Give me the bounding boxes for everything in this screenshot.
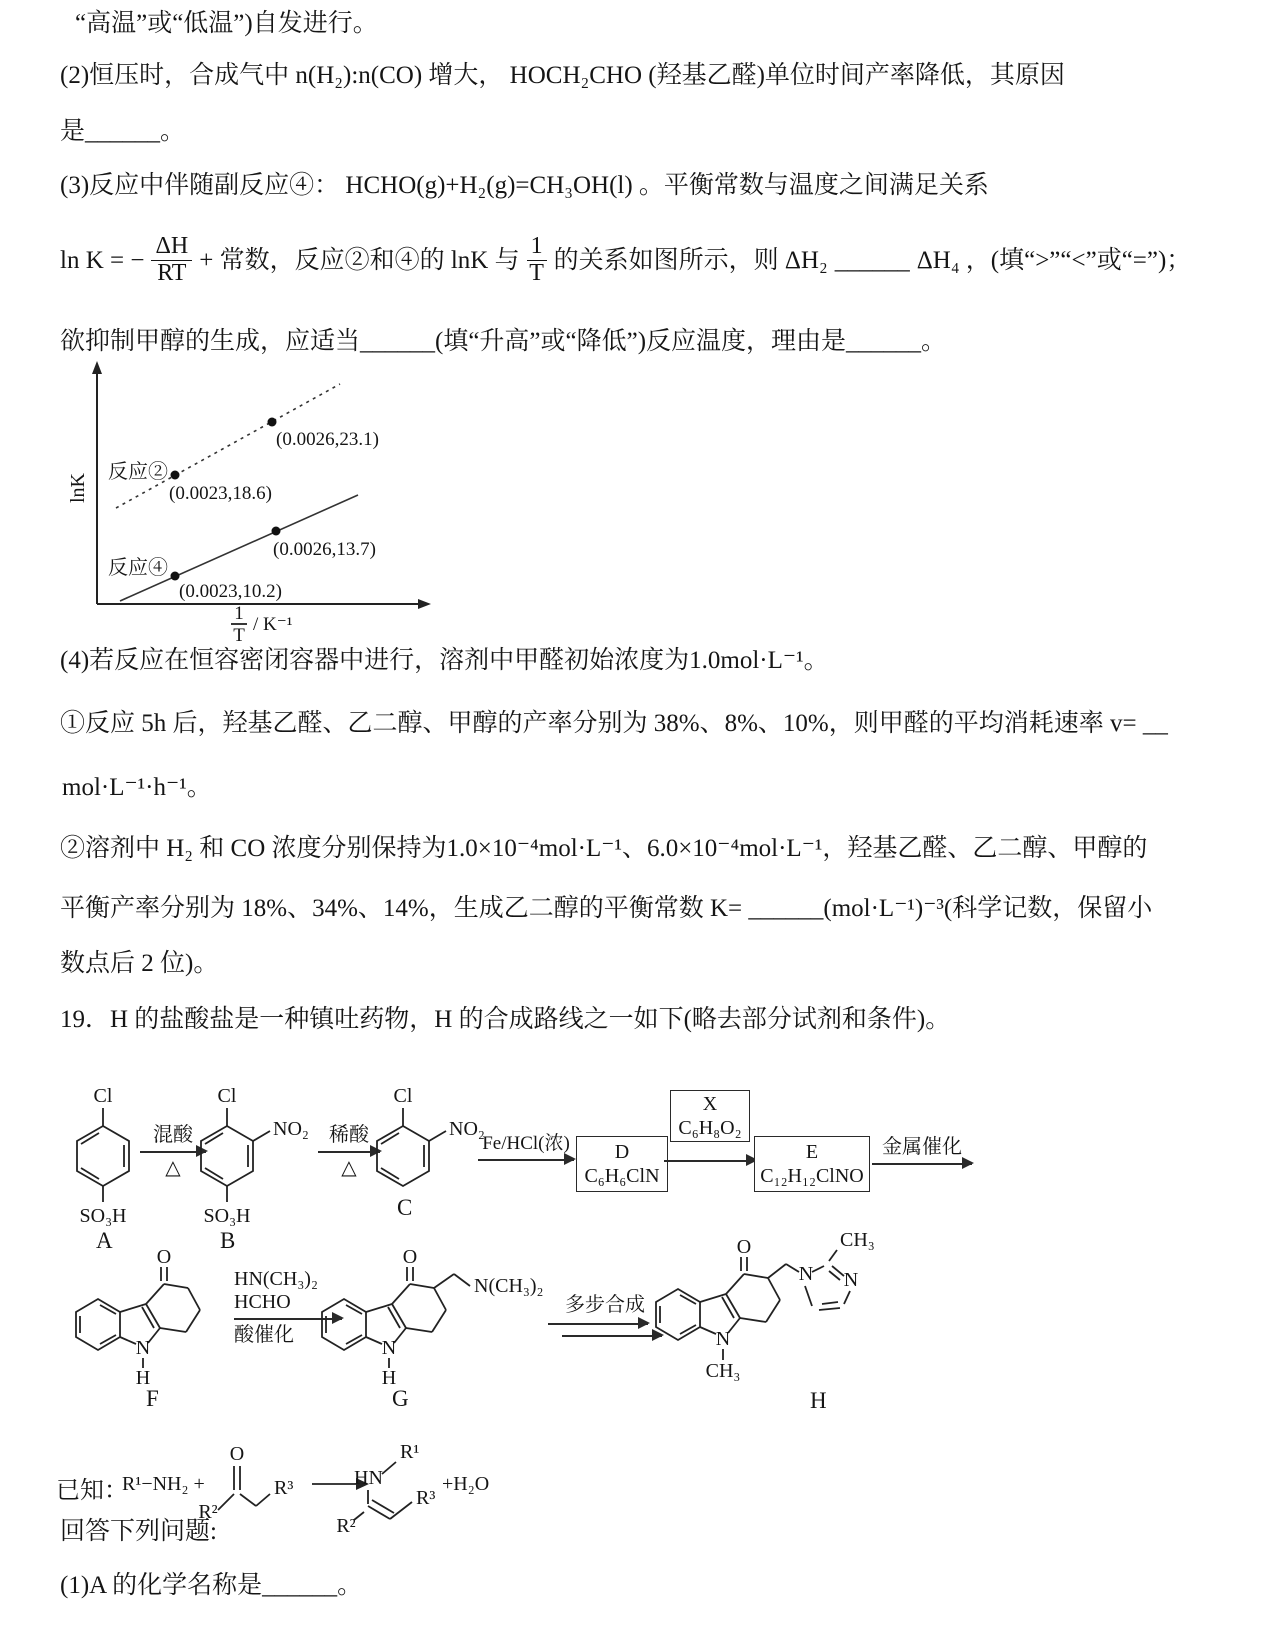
q4-text-b: 。 [803,647,829,674]
structure-H [648,1230,898,1415]
product-r2: R² [336,1515,356,1537]
product-r1: R¹ [400,1441,420,1463]
imidazole-n1: N [798,1263,814,1285]
para-q4 [60,645,829,676]
chlorine-label: Cl [217,1085,237,1107]
point-label: (0.0026,23.1) [276,429,379,450]
arrow-shaft [548,1323,648,1325]
arrow-reagent: 金属催化 [882,1136,962,1158]
para-q2-blank: 是______。 [60,118,186,145]
fraction-numerator: ΔH [151,234,192,261]
q4-1-text-b: ，则甲醛的平均消耗速率 v= __ [828,710,1168,737]
reaction-arrow-3 [478,1133,574,1165]
chlorine-label: Cl [393,1085,413,1107]
product-r3: R³ [416,1487,436,1509]
q4-2b-text-a: 平衡产率分别为 18%、34%、14%，生成乙二醇的平衡常数 K= ______ [60,895,824,922]
arrow-condition: △ [341,1157,357,1179]
nitro-group: NO₂ [449,1118,485,1140]
para-q3-temp: 欲抑制甲醇的生成，应适当______(填“升高”或“降低”)反应温度，理由是______。 [60,328,947,355]
eq-lnk-lhs: ln K = − [60,246,145,274]
water-byproduct: +H₂O [442,1473,490,1495]
q4-1-text-a: ①反应 5h 后，羟基乙醛、乙二醇、甲醇的产率分别为 [60,710,654,737]
nitro-group: NO₂ [273,1118,309,1140]
q4-1-percentages: 38%、8%、10% [653,710,829,737]
para-question-1: (1)A 的化学名称是______。 [60,1572,363,1599]
compound-letter: B [220,1228,236,1253]
series-4-label: 反应④ [108,557,168,579]
box-formula: C₆H₆ClN [584,1165,660,1187]
q4-2b-text-b: (科学记数，保留小 [943,895,1153,922]
point-label: (0.0023,18.6) [169,483,272,504]
compound-letter: F [146,1386,159,1411]
compound-letter: C [397,1195,413,1220]
compound-box-E [754,1136,870,1192]
ketone-oxygen: O [156,1246,172,1268]
q3-text-a: (3)反应中伴随副反应④： [60,172,346,199]
fraction-numerator: 1 [527,234,547,261]
eq-tail-text: 的关系如图所示，则 ΔH₂ [553,246,828,274]
compound-letter: H [810,1388,827,1413]
arrow-shaft [872,1163,972,1165]
arrow-shaft [664,1160,756,1162]
arrow-reagent-hcho: HCHO [234,1291,291,1313]
nh-hydrogen: H [381,1367,397,1389]
answer-blank: ______ [834,246,910,274]
para-q4-2c: 数点后 2 位)。 [60,950,219,977]
structure-C [348,1082,498,1252]
para-q4-2b [60,893,1152,924]
structure-B [172,1082,337,1252]
structure-G [312,1246,547,1411]
lnk-vs-1overT-graph [67,358,442,648]
sulfonic-group: SO₃H [203,1205,251,1227]
q4-concentration: 1.0mol·L⁻¹ [689,647,804,674]
box-letter: D [614,1141,630,1163]
q3-reaction-equation: HCHO(g)+H₂(g)=CH₃OH(l) [345,172,633,199]
arrow-reagent: 稀酸 [329,1124,369,1146]
compound-box-D [576,1136,668,1192]
fraction-denominator: T [529,259,544,286]
reaction-arrow-5 [872,1136,972,1169]
fraction-1-t [527,234,547,287]
para-q4-2 [60,833,1147,864]
ketone-oxygen: O [736,1236,752,1258]
series-2-label: 反应② [108,461,168,483]
ketone-oxygen: O [402,1246,418,1268]
arrow-condition: 酸催化 [234,1324,294,1346]
compound-letter: A [96,1228,113,1253]
q2-text-b: 增大， [422,62,510,89]
q4-2-text-a: ②溶剂中 H₂ 和 CO 浓度分别保持为 [60,835,447,862]
arrow-reagent: Fe/HCl(浓) [482,1133,570,1154]
point-label: (0.0026,13.7) [273,539,376,560]
dimethylamino-group: N(CH₃)₂ [474,1275,544,1297]
multistep-arrow [548,1288,662,1337]
arrow-label: 多步合成 [565,1294,645,1316]
box-letter: E [805,1141,819,1163]
arrow-reagent-amine: HN(CH₃)₂ [234,1268,318,1290]
arrow-shaft [562,1335,662,1337]
nh-hydrogen: H [135,1367,151,1389]
q2-formula-ratio: n(H₂):n(CO) [295,62,423,89]
q2-formula-hoch2cho: HOCH₂CHO [509,62,649,89]
para-units: mol·L⁻¹·h⁻¹。 [62,774,212,801]
box-formula: C₁₂H₁₂ClNO [760,1165,864,1187]
r3-group: R³ [274,1477,294,1499]
para-q2 [60,60,1065,91]
arrow-reagent: 混酸 [153,1124,193,1146]
arrow-shaft [478,1159,574,1161]
x-label-unit: / K⁻¹ [253,614,293,635]
q4-2b-units: (mol·L⁻¹)⁻³ [823,895,944,922]
chlorine-label: Cl [93,1085,113,1107]
fraction-dh-rt [151,234,192,287]
reaction-arrow-4-with-X [664,1090,756,1166]
box-formula: C₆H₈O₂ [678,1117,742,1139]
compound-letter: G [392,1386,409,1411]
q4-text-a: (4)若反应在恒容密闭容器中进行，溶剂中甲醛初始浓度为 [60,647,690,674]
fraction-denominator: RT [157,259,187,286]
x-label-numerator: 1 [234,603,244,624]
para-q3 [60,170,989,201]
para-q19: 19．H 的盐酸盐是一种镇吐药物，H 的合成路线之一如下(略去部分试剂和条件)。 [60,1006,951,1033]
sulfonic-group: SO₃H [79,1205,127,1227]
para-q4-1 [60,708,1168,739]
point-label: (0.0023,10.2) [179,581,282,602]
amine-reactant: R¹−NH₂ + [122,1473,205,1495]
q2-text-c: (羟基乙醛)单位时间产率降低，其原因 [648,62,1065,89]
product-nh: HN [354,1467,383,1489]
ring-nitrogen: N [715,1328,731,1350]
x-axis-label [231,603,293,646]
carbonyl-oxygen: O [229,1443,245,1465]
series-reaction-4 [108,495,376,602]
para-intro: “高温”或“低温”)自发进行。 [75,10,378,37]
imidazole-methyl: CH₃ [840,1229,875,1251]
ring-nitrogen: N [381,1337,397,1359]
x-label-denominator: T [233,625,245,646]
eq-tail-text2: ΔH₄ ，(填“>”“<”或“=”)； [916,246,1192,274]
series-reaction-2 [108,384,379,508]
q4-2-text-b: ，羟基乙醛、乙二醇、甲醇的 [822,835,1148,862]
q4-2-concentrations: 1.0×10⁻⁴mol·L⁻¹、6.0×10⁻⁴mol·L⁻¹ [446,835,823,862]
imidazole-n3: N [843,1269,859,1291]
box-letter: X [702,1093,718,1115]
n-methyl-group: CH₃ [705,1360,741,1382]
q3-text-b: 。平衡常数与温度之间满足关系 [632,172,989,199]
structure-F [66,1246,236,1411]
r2-group: R² [198,1501,218,1523]
q2-text-a: (2)恒压时，合成气中 [60,62,296,89]
y-axis-label: lnK [67,473,89,503]
para-answer-header: 回答下列问题: [60,1518,217,1545]
equation-lnk [60,234,1191,287]
eq-middle-text: + 常数，反应②和④的 lnK 与 [199,246,520,274]
ring-nitrogen: N [135,1337,151,1359]
arrow-condition: △ [165,1157,181,1179]
compound-box-X [670,1090,750,1142]
known-prefix: 已知： [56,1478,128,1504]
